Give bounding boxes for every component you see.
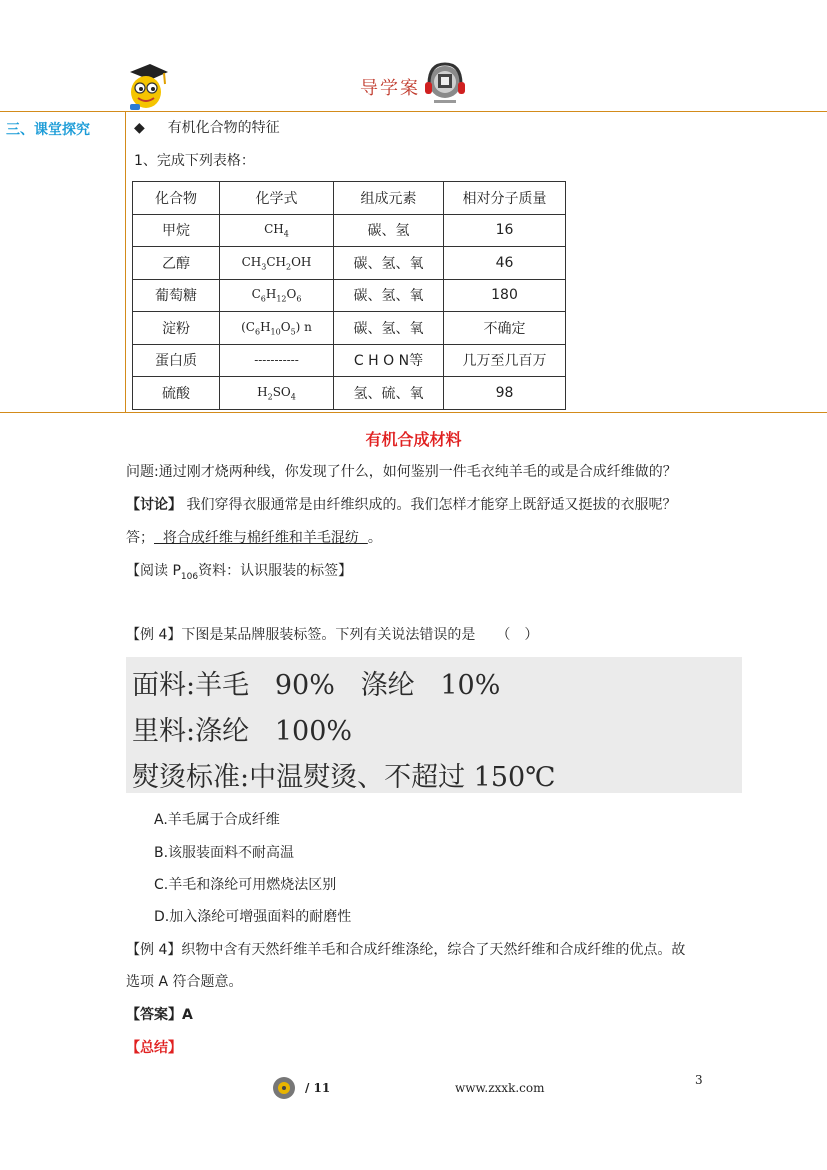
mass-cell: 98 bbox=[444, 377, 566, 410]
site-url: www.zxxk.com bbox=[455, 1081, 545, 1095]
table-row bbox=[133, 279, 566, 312]
table-header-cell: 化合物 bbox=[133, 182, 220, 215]
page-count: / 11 bbox=[305, 1081, 331, 1095]
discuss-body: 我们穿得衣服通常是由纤维织成的。我们怎样才能穿上既舒适又挺拔的衣服呢？ bbox=[182, 497, 677, 513]
table-header-row bbox=[133, 182, 566, 215]
table-row bbox=[133, 247, 566, 280]
option-a: A.羊毛属于合成纤维 bbox=[154, 812, 280, 828]
discuss-tag: 【讨论】 bbox=[126, 497, 182, 513]
mass-cell: 46 bbox=[444, 247, 566, 280]
elements-cell: 碳、氢、氧 bbox=[334, 312, 444, 345]
table-row bbox=[133, 377, 566, 410]
explanation-line-2: 选项 A 符合题意。 bbox=[126, 974, 243, 990]
mass-cell: 不确定 bbox=[444, 312, 566, 345]
mass-cell: 16 bbox=[444, 214, 566, 247]
mascot-logo bbox=[124, 60, 170, 112]
formula-cell: $H_2SO_4$ bbox=[220, 377, 334, 410]
compound-name-cell: 葡萄糖 bbox=[133, 279, 220, 312]
compound-name-cell: 硫酸 bbox=[133, 377, 220, 410]
clothing-label-image bbox=[126, 657, 742, 793]
elements-cell: 碳、氢、氧 bbox=[334, 247, 444, 280]
answer-line bbox=[126, 528, 382, 548]
explanation-line-1: 【例 4】织物中含有天然纤维羊毛和合成纤维涤纶，综合了天然纤维和合成纤维的优点。故 bbox=[126, 942, 686, 958]
elements-cell: 碳、氢、氧 bbox=[334, 279, 444, 312]
intro-heading bbox=[134, 118, 280, 138]
answer-prefix: 答； bbox=[126, 530, 154, 546]
elements-cell: C H O N等 bbox=[334, 344, 444, 377]
material-title: 有机合成材料 bbox=[365, 430, 462, 449]
section-divider bbox=[125, 111, 126, 412]
compound-name-cell: 甲烷 bbox=[133, 214, 220, 247]
reading-note bbox=[126, 561, 352, 587]
table-row bbox=[133, 312, 566, 345]
mass-cell: 几万至几百万 bbox=[444, 344, 566, 377]
header-title: 导学案 bbox=[360, 78, 420, 99]
formula-cell: $(C_6H_{10}O_5)$ n bbox=[220, 312, 334, 345]
formula-cell: $CH_3CH_2OH$ bbox=[220, 247, 334, 280]
label-line-3: 熨烫标准:中温熨烫、不超过 150℃ bbox=[132, 762, 556, 793]
reading-note-pre: 【阅读 P bbox=[126, 563, 181, 579]
compound-name-cell: 蛋白质 bbox=[133, 344, 220, 377]
bullet-icon: ◆ bbox=[134, 120, 145, 136]
headphone-avatar-logo bbox=[424, 62, 466, 106]
option-c: C.羊毛和涤纶可用燃烧法区别 bbox=[154, 877, 337, 893]
compound-table bbox=[132, 181, 566, 410]
intro-instruction: 1、完成下列表格： bbox=[134, 153, 255, 169]
table-header-cell: 化学式 bbox=[220, 182, 334, 215]
table-row bbox=[133, 344, 566, 377]
answer-blank: 将合成纤维与棉纤维和羊毛混纺 bbox=[154, 530, 368, 546]
answer-suffix: 。 bbox=[367, 530, 382, 546]
intro-heading-text: 有机化合物的特征 bbox=[167, 120, 280, 136]
formula-cell: ----------- bbox=[220, 344, 334, 377]
formula-cell: $CH_4$ bbox=[220, 214, 334, 247]
example-title: 【例 4】下图是某品牌服装标签。下列有关说法错误的是 （ ） bbox=[126, 627, 539, 643]
section-label: 三、课堂探究 bbox=[6, 122, 90, 138]
reading-note-sub: 106 bbox=[180, 571, 199, 582]
discussion-text bbox=[126, 495, 676, 515]
label-line-2: 里料:涤纶 100% bbox=[132, 716, 353, 747]
label-line-1: 面料:羊毛 90% 涤纶 10% bbox=[132, 670, 501, 701]
formula-cell: $C_6H_{12}O_6$ bbox=[220, 279, 334, 312]
table-row bbox=[133, 214, 566, 247]
section-bottom-rule bbox=[0, 412, 827, 413]
page-number: 3 bbox=[695, 1073, 703, 1087]
elements-cell: 碳、氢 bbox=[334, 214, 444, 247]
compound-name-cell: 乙醇 bbox=[133, 247, 220, 280]
mass-cell: 180 bbox=[444, 279, 566, 312]
question-text: 问题:通过刚才烧两种线，你发现了什么，如何鉴别一件毛衣纯羊毛的或是合成纤维做的？ bbox=[126, 464, 677, 480]
table-header-cell: 相对分子质量 bbox=[444, 182, 566, 215]
compound-name-cell: 淀粉 bbox=[133, 312, 220, 345]
option-b: B.该服装面料不耐高温 bbox=[154, 845, 295, 861]
reading-note-post: 资料：认识服装的标签】 bbox=[198, 563, 353, 579]
option-d: D.加入涤纶可增强面料的耐磨性 bbox=[154, 909, 352, 925]
answer-key: 【答案】A bbox=[126, 1007, 193, 1023]
disc-icon bbox=[272, 1076, 296, 1100]
summary-heading: 【总结】 bbox=[126, 1040, 182, 1056]
elements-cell: 氢、硫、氧 bbox=[334, 377, 444, 410]
table-header-cell: 组成元素 bbox=[334, 182, 444, 215]
